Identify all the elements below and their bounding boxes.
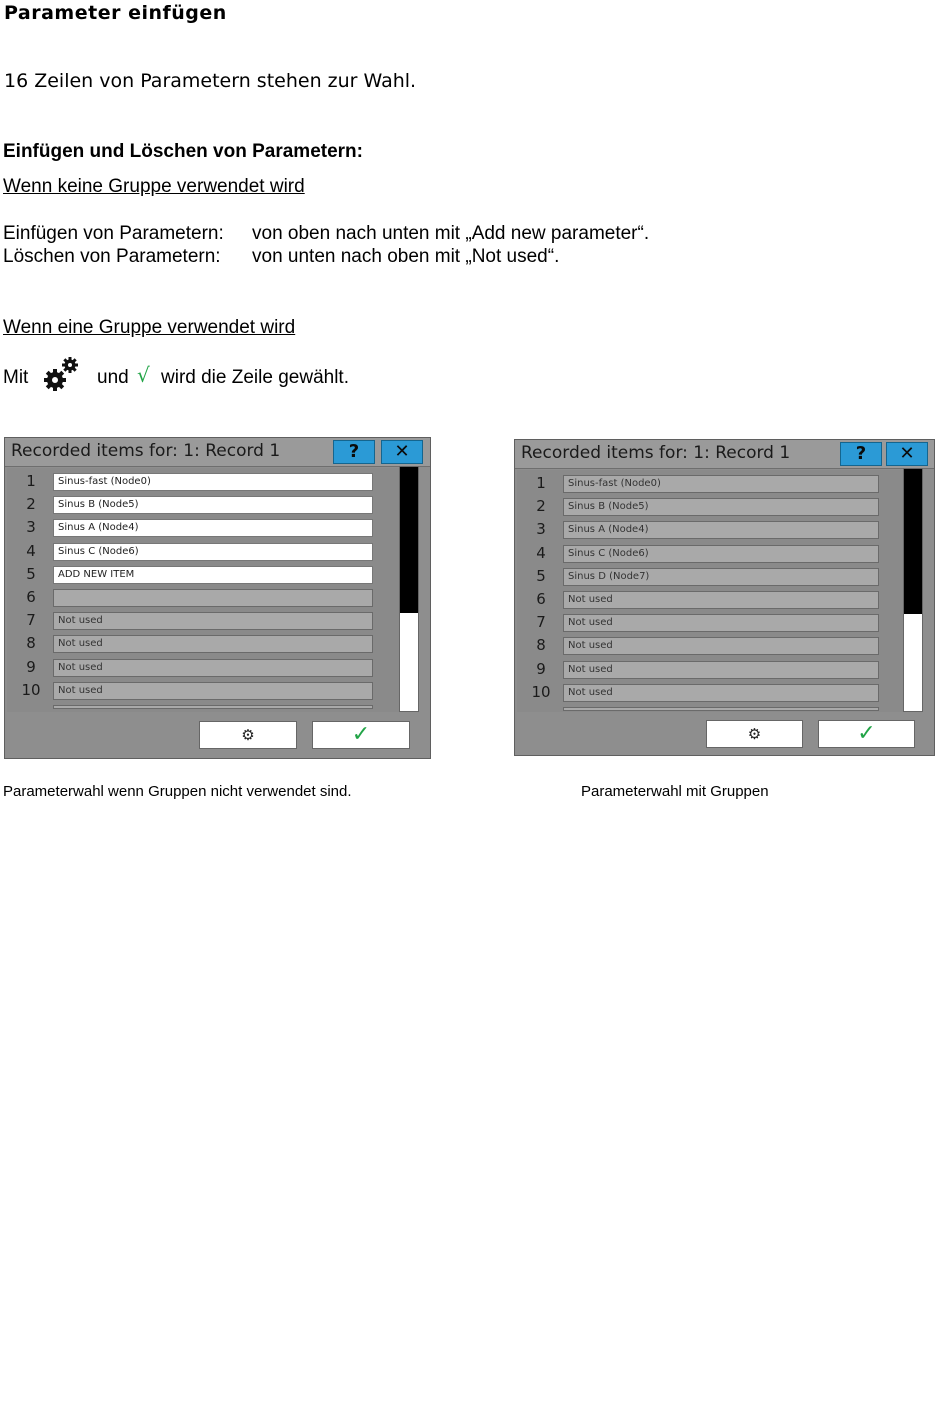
close-button[interactable]: ✕ xyxy=(381,440,423,464)
dialog-no-groups xyxy=(4,437,431,759)
scrollbar[interactable] xyxy=(399,466,419,712)
settings-button[interactable] xyxy=(706,720,803,748)
item-field[interactable]: Not used xyxy=(53,682,373,700)
row-number: 9 xyxy=(26,657,36,676)
row-number: 7 xyxy=(536,613,546,632)
row-number: 4 xyxy=(26,541,36,560)
rest-text: wird die Zeile gewählt. xyxy=(161,367,349,388)
gears-icon xyxy=(42,354,82,394)
item-field[interactable]: Sinus C (Node6) xyxy=(563,545,879,563)
row-number: 6 xyxy=(26,588,36,606)
item-field[interactable]: Not used xyxy=(563,614,879,632)
row-number: 7 xyxy=(26,611,36,630)
row-number: 2 xyxy=(536,497,546,516)
row-number: 9 xyxy=(536,659,546,678)
delete-text: von unten nach oben mit „Not used“. xyxy=(252,246,560,267)
row-number: 10 xyxy=(21,680,41,699)
row-number: 2 xyxy=(26,495,36,514)
scrollbar[interactable] xyxy=(903,468,923,712)
item-field[interactable]: Sinus A (Node4) xyxy=(563,521,879,539)
item-field[interactable]: Sinus A (Node4) xyxy=(53,519,373,537)
confirm-button[interactable] xyxy=(818,720,915,748)
row-number: 4 xyxy=(536,543,546,562)
item-field[interactable]: Not used xyxy=(563,684,879,702)
close-button[interactable]: ✕ xyxy=(886,442,928,466)
checkmark-icon: ✓ xyxy=(857,721,876,746)
row-number: 3 xyxy=(26,518,36,537)
row-number: 6 xyxy=(536,590,546,608)
check-icon: √ xyxy=(137,363,150,387)
row-number: 5 xyxy=(26,564,36,583)
delete-label: Löschen von Parametern: xyxy=(3,246,221,267)
no-group-heading: Wenn keine Gruppe verwendet wird xyxy=(3,176,305,197)
row-number: 5 xyxy=(536,566,546,585)
item-field[interactable]: Not used xyxy=(53,612,373,630)
item-field[interactable]: Sinus D (Node7) xyxy=(563,568,879,586)
help-button[interactable]: ? xyxy=(333,440,375,464)
row-number: 1 xyxy=(536,474,546,492)
group-heading: Wenn eine Gruppe verwendet wird xyxy=(3,317,296,338)
scrollbar-thumb[interactable] xyxy=(904,469,922,614)
caption-right: Parameterwahl mit Gruppen xyxy=(581,783,769,800)
dialog-title: Recorded items for: 1: Record 1 xyxy=(11,441,281,461)
page-title: Parameter einfügen xyxy=(4,2,227,24)
dialog-with-groups xyxy=(514,439,935,756)
intro-text: 16 Zeilen von Parametern stehen zur Wahl. xyxy=(4,70,417,92)
gear-icon: ⚙ xyxy=(747,725,762,743)
item-field[interactable]: Sinus C (Node6) xyxy=(53,543,373,561)
item-field[interactable] xyxy=(53,589,373,607)
insert-label: Einfügen von Parametern: xyxy=(3,223,224,244)
item-field[interactable]: Sinus-fast (Node0) xyxy=(53,473,373,491)
help-button[interactable]: ? xyxy=(840,442,882,466)
confirm-button[interactable] xyxy=(312,721,410,749)
item-field[interactable]: Not used xyxy=(563,661,879,679)
item-field[interactable]: Sinus B (Node5) xyxy=(563,498,879,516)
item-field[interactable]: ADD NEW ITEM xyxy=(53,566,373,584)
item-field[interactable]: Not used xyxy=(53,635,373,653)
item-field-partial xyxy=(53,705,373,709)
dialog-header xyxy=(5,438,430,467)
dialog-header xyxy=(515,440,934,469)
item-field[interactable]: Not used xyxy=(563,591,879,609)
row-number: 8 xyxy=(26,634,36,653)
settings-button[interactable] xyxy=(199,721,297,749)
insert-text: von oben nach unten mit „Add new parameter“. xyxy=(252,223,650,244)
row-number: 3 xyxy=(536,520,546,539)
und-text: und xyxy=(97,367,129,388)
item-field[interactable]: Sinus-fast (Node0) xyxy=(563,475,879,493)
section-heading: Einfügen und Löschen von Parametern: xyxy=(3,141,363,162)
item-field[interactable]: Not used xyxy=(563,637,879,655)
checkmark-icon: ✓ xyxy=(351,722,371,747)
row-number: 10 xyxy=(531,682,551,701)
row-number: 8 xyxy=(536,636,546,655)
item-field-partial xyxy=(563,707,879,711)
scrollbar-thumb[interactable] xyxy=(400,467,418,613)
caption-left: Parameterwahl wenn Gruppen nicht verwendet sind. xyxy=(3,783,352,800)
mit-text: Mit xyxy=(3,367,29,388)
dialog-title: Recorded items for: 1: Record 1 xyxy=(521,443,791,463)
item-field[interactable]: Not used xyxy=(53,659,373,677)
row-number: 1 xyxy=(26,472,36,490)
gear-icon: ⚙ xyxy=(241,726,255,744)
item-field[interactable]: Sinus B (Node5) xyxy=(53,496,373,514)
